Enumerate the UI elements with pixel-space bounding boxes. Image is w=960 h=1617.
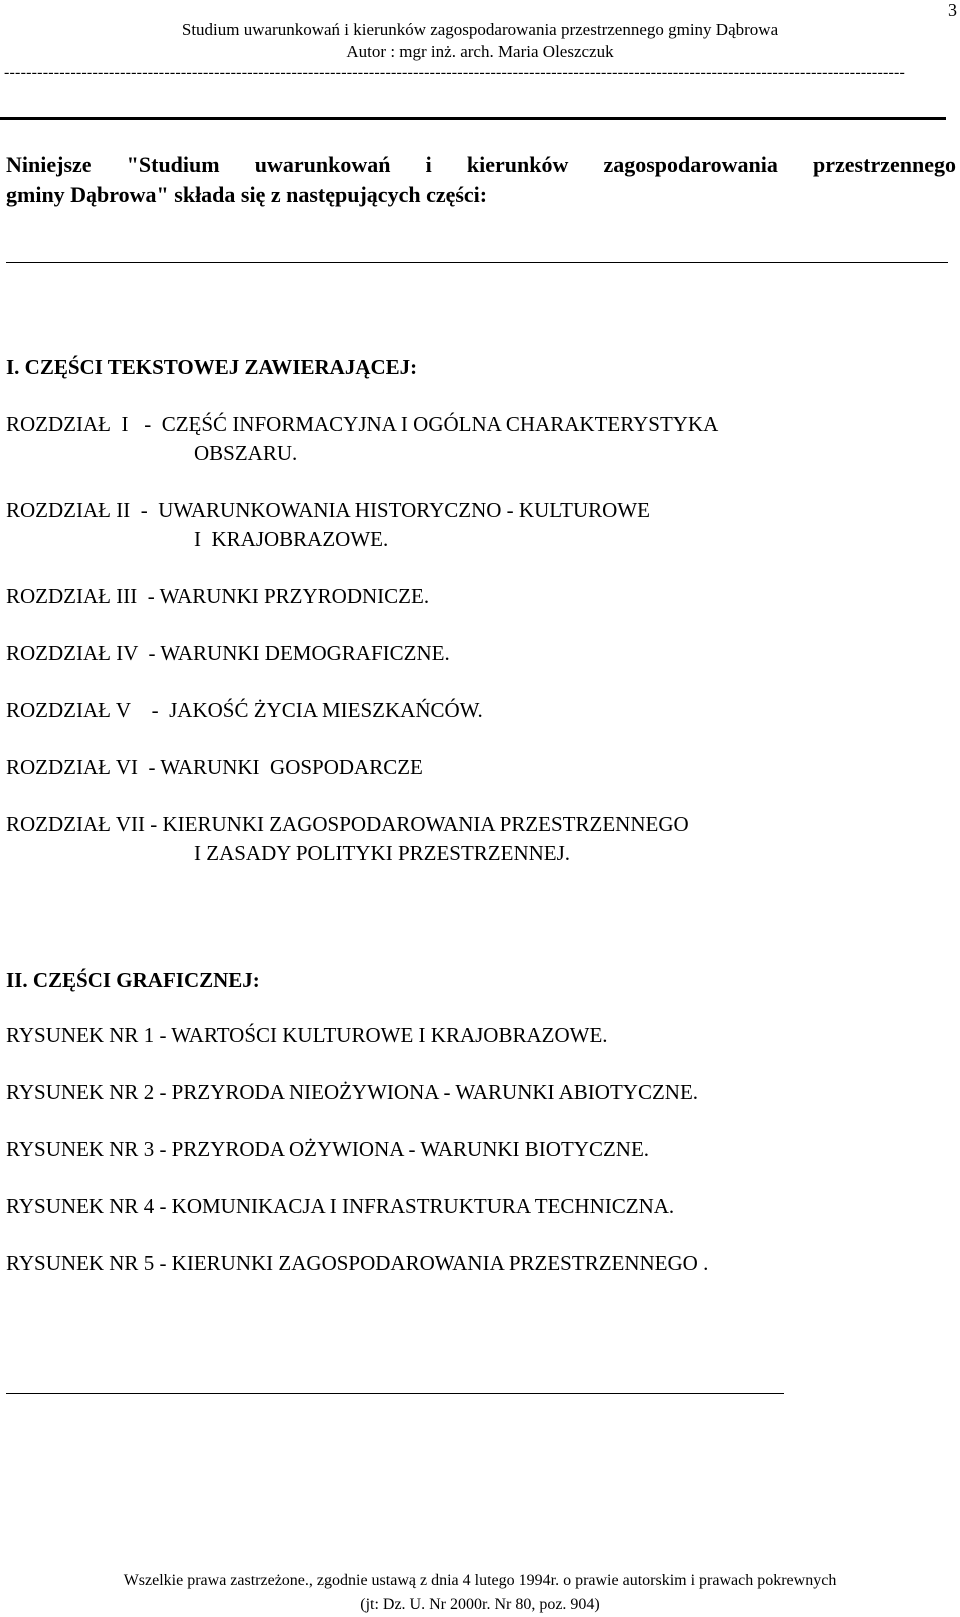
page-number: 3: [948, 0, 957, 20]
drawing-3: RYSUNEK NR 3 - PRZYRODA OŻYWIONA - WARUNKI BIOTYCZNE.: [6, 1137, 650, 1161]
header-dashed-separator: -------------------------------------------------------------------------------------------------------------------------------------------------------------------: [4, 64, 906, 81]
chapter-7-continuation: I ZASADY POLITYKI PRZESTRZENNEJ.: [194, 841, 571, 865]
closing-rule: [6, 1393, 784, 1394]
document-author: Autor : mgr inż. arch. Maria Oleszczuk: [346, 42, 614, 61]
chapter-2: ROZDZIAŁ II - UWARUNKOWANIA HISTORYCZNO - KULTUROWE: [6, 498, 650, 522]
drawing-1: RYSUNEK NR 1 - WARTOŚCI KULTUROWE I KRAJOBRAZOWE.: [6, 1023, 608, 1047]
graphic-part-title: II. CZĘŚCI GRAFICZNEJ:: [6, 968, 260, 992]
chapter-6: ROZDZIAŁ VI - WARUNKI GOSPODARCZE: [6, 755, 423, 779]
intro-word: Niniejsze: [6, 152, 92, 177]
chapter-1-continuation: OBSZARU.: [194, 441, 298, 465]
intro-line-1: [6, 152, 956, 178]
header-rule: [0, 117, 946, 120]
drawing-4: RYSUNEK NR 4 - KOMUNIKACJA I INFRASTRUKTURA TECHNICZNA.: [6, 1194, 675, 1218]
chapter-2-continuation: I KRAJOBRAZOWE.: [194, 527, 389, 551]
intro-word: zagospodarowania: [603, 152, 778, 177]
text-part-title: I. CZĘŚCI TEKSTOWEJ ZAWIERAJĄCEJ:: [6, 355, 418, 379]
intro-word: kierunków: [466, 152, 569, 177]
intro-line-2: gminy Dąbrowa" składa się z następujących części:: [6, 182, 488, 207]
intro-word: i: [425, 152, 432, 177]
copyright-reference: (jt: Dz. U. Nr 2000r. Nr 80, poz. 904): [360, 1596, 600, 1613]
drawing-5: RYSUNEK NR 5 - KIERUNKI ZAGOSPODAROWANIA PRZESTRZENNEGO .: [6, 1251, 709, 1275]
intro-word: przestrzennego: [813, 152, 956, 177]
document-title: Studium uwarunkowań i kierunków zagospodarowania przestrzennego gminy Dąbrowa: [181, 20, 779, 39]
chapter-4: ROZDZIAŁ IV - WARUNKI DEMOGRAFICZNE.: [6, 641, 450, 665]
intro-word: "Studium: [126, 152, 220, 177]
copyright-notice: Wszelkie prawa zastrzeżone., zgodnie ustawą z dnia 4 lutego 1994r. o prawie autorskim i prawach pokrewnych: [123, 1572, 837, 1589]
chapter-3: ROZDZIAŁ III - WARUNKI PRZYRODNICZE.: [6, 584, 430, 608]
intro-underline-rule: [6, 262, 948, 263]
intro-word: uwarunkowań: [254, 152, 391, 177]
chapter-1: ROZDZIAŁ I - CZĘŚĆ INFORMACYJNA I OGÓLNA CHARAKTERYSTYKA: [6, 412, 719, 436]
chapter-7: ROZDZIAŁ VII - KIERUNKI ZAGOSPODAROWANIA PRZESTRZENNEGO: [6, 812, 689, 836]
chapter-5: ROZDZIAŁ V - JAKOŚĆ ŻYCIA MIESZKAŃCÓW.: [6, 698, 483, 722]
drawing-2: RYSUNEK NR 2 - PRZYRODA NIEOŻYWIONA - WARUNKI ABIOTYCZNE.: [6, 1080, 699, 1104]
